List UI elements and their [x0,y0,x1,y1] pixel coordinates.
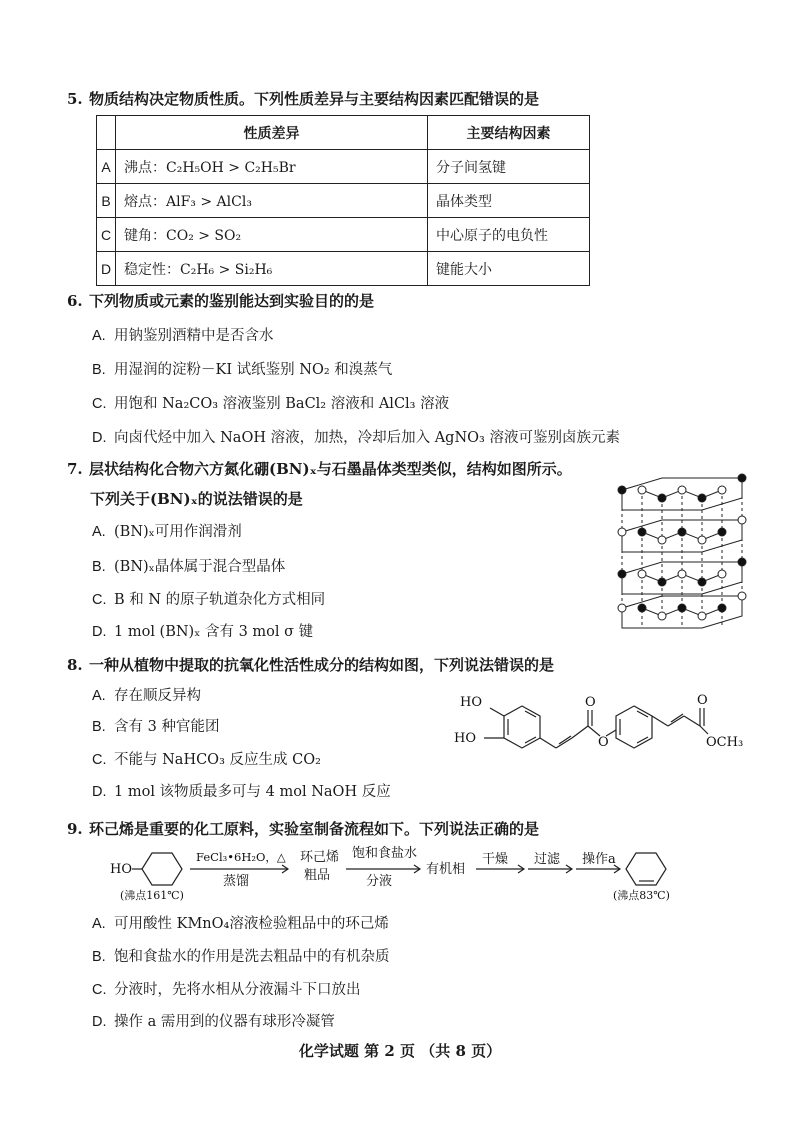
n-atom [638,528,646,536]
b-atom [658,612,666,620]
b-atom [678,570,686,578]
option-label: A. [92,524,106,540]
table-row [97,184,590,218]
factor-cell: 中心原子的电负性 [428,218,590,252]
question-7-stem [67,458,572,479]
option-b[interactable] [92,715,219,736]
table-header-cell [97,116,116,150]
hydroxyl-label: HO [460,695,482,710]
question-text: 物质结构决定物质性质。下列性质差异与主要结构因素匹配错误的是 [89,90,540,108]
property-cell: 稳定性：C₂H₆ > Si₂H₆ [116,252,428,286]
b-atom [658,536,666,544]
option-label: A. [92,328,106,344]
boiling-point-label: (沸点161℃) [120,889,184,902]
b-atom [678,486,686,494]
option-b[interactable] [92,555,285,576]
product-label: 环己烯 [300,850,340,865]
reagent-label: FeCl₃•6H₂O，△ [196,850,286,864]
b-atom [718,570,726,578]
table-row [97,150,590,184]
option-label: C. [92,982,107,998]
option-text: 不能与 NaHCO₃ 反应生成 CO₂ [114,752,321,768]
reagent-label: 饱和食盐水 [352,846,418,861]
n-atom [678,528,686,536]
option-text: 向卤代烃中加入 NaOH 溶液，加热，冷却后加入 AgNO₃ 溶液可鉴别卤族元素 [114,430,620,446]
n-atom [658,578,666,586]
factor-cell: 键能大小 [428,252,590,286]
option-label: B. [92,949,106,965]
antioxidant-molecule-structure [440,686,770,778]
cyclohexene-ring [626,853,666,885]
option-label: C. [92,396,107,412]
question-text: 下列关于(BN)ₓ的说法错误的是 [90,490,303,508]
option-label: A. [92,916,106,932]
option-d[interactable] [92,1010,335,1031]
n-atom [678,604,686,612]
n-atom [718,604,726,612]
option-a[interactable] [92,684,201,705]
n-atom [738,474,746,482]
option-text: 可用酸性 KMnO₄溶液检验粗品中的环己烯 [114,916,389,932]
benzene-ring-2 [616,706,652,748]
n-atom [698,578,706,586]
property-cell: 键角：CO₂ > SO₂ [116,218,428,252]
hydroxyl-label: HO [110,862,132,877]
benzene-ring-1 [504,706,540,748]
table-header-cell: 主要结构因素 [428,116,590,150]
step-label: 过滤 [534,852,561,867]
option-label: B. [92,719,106,735]
question-number: 5. [67,90,83,108]
methoxy-label: OCH₃ [706,735,744,750]
option-text: 用钠鉴别酒精中是否含水 [114,328,274,344]
n-atom [698,494,706,502]
b-atom [738,516,746,524]
question-6-stem [67,290,374,311]
option-label: A. [92,688,106,704]
question-text: 环己烯是重要的化工原料，实验室制备流程如下。下列说法正确的是 [89,820,540,838]
cyclohexanol-ring [142,853,182,885]
b-atom [618,528,626,536]
table-row [97,252,590,286]
boiling-point-label: (沸点83℃) [613,889,670,902]
option-a[interactable] [92,520,242,541]
question-number: 9. [67,820,83,838]
option-label: B. [92,559,106,575]
option-c[interactable] [92,748,321,769]
option-d[interactable] [92,426,620,447]
option-text: 存在顺反异构 [114,688,201,704]
page-footer: 化学试题 第 2 页 （共 8 页） [298,1042,502,1060]
option-b[interactable] [92,945,390,966]
option-text: 用饱和 Na₂CO₃ 溶液鉴别 BaCl₂ 溶液和 AlCl₃ 溶液 [114,396,450,412]
question-number: 6. [67,292,83,310]
product-label: 有机相 [426,862,466,877]
b-atom [638,486,646,494]
option-text: 饱和食盐水的作用是洗去粗品中的有机杂质 [114,949,390,965]
table-header-row [97,116,590,150]
option-text: 用湿润的淀粉－KI 试纸鉴别 NO₂ 和溴蒸气 [114,362,393,378]
question-number: 7. [67,460,83,478]
n-atom [638,604,646,612]
row-label: D [97,252,116,286]
question-5-table [96,115,590,286]
n-atom [618,486,626,494]
ester-oxygen-label: O [598,735,609,750]
row-label: C [97,218,116,252]
option-label: D. [92,1014,107,1030]
option-text: (BN)ₓ可用作润滑剂 [114,524,242,540]
table-row [97,218,590,252]
option-label: D. [92,430,107,446]
option-label: B. [92,362,106,378]
option-text: 含有 3 种官能团 [114,719,220,735]
question-9-stem [67,818,539,839]
option-c[interactable] [92,588,325,609]
option-label: C. [92,592,107,608]
factor-cell: 晶体类型 [428,184,590,218]
property-cell: 熔点：AlF₃ > AlCl₃ [116,184,428,218]
b-atom [698,536,706,544]
bn-layer-structure-figure [612,470,752,632]
option-label: D. [92,624,107,640]
option-c[interactable] [92,978,361,999]
question-number: 8. [67,656,83,674]
option-a[interactable] [92,324,274,345]
option-text: 1 mol 该物质最多可与 4 mol NaOH 反应 [114,784,391,800]
question-5-stem [67,88,539,109]
question-text: 一种从植物中提取的抗氧化性活性成分的结构如图，下列说法错误的是 [89,656,555,674]
question-text: 下列物质或元素的鉴别能达到实验目的的是 [89,292,375,310]
b-atom [738,592,746,600]
b-atom [718,486,726,494]
option-text: 分液时，先将水相从分液漏斗下口放出 [114,982,361,998]
row-label: A [97,150,116,184]
cyclohexene-prep-flowchart [108,843,698,905]
product-label: 粗品 [304,868,331,883]
b-atom [698,612,706,620]
question-7-stem-2 [90,488,303,509]
table-header-cell: 性质差异 [116,116,428,150]
option-label: C. [92,752,107,768]
step-label: 干燥 [482,852,509,867]
carbonyl-oxygen-label: O [585,695,596,710]
property-cell: 沸点：C₂H₅OH > C₂H₅Br [116,150,428,184]
n-atom [658,494,666,502]
step-label: 蒸馏 [223,874,250,889]
option-text: 操作 a 需用到的仪器有球形冷凝管 [114,1014,335,1030]
option-text: (BN)ₓ晶体属于混合型晶体 [114,559,286,575]
b-atom [618,604,626,612]
n-atom [618,570,626,578]
option-a[interactable] [92,912,389,933]
option-label: D. [92,784,107,800]
carbonyl-oxygen-label: O [697,693,708,708]
b-atom [638,570,646,578]
question-text: 层状结构化合物六方氮化硼(BN)ₓ与石墨晶体类型类似，结构如图所示。 [89,460,572,478]
option-d[interactable] [92,620,313,641]
step-label: 分液 [366,874,393,889]
n-atom [738,558,746,566]
option-text: 1 mol (BN)ₓ 含有 3 mol σ 键 [114,624,314,640]
option-b[interactable] [92,358,392,379]
step-label: 操作a [582,852,616,867]
option-d[interactable] [92,780,391,801]
question-8-stem [67,654,554,675]
hydroxyl-label: HO [454,731,476,746]
option-text: B 和 N 的原子轨道杂化方式相同 [114,592,326,608]
n-atom [718,528,726,536]
factor-cell: 分子间氢键 [428,150,590,184]
row-label: B [97,184,116,218]
option-c[interactable] [92,392,449,413]
